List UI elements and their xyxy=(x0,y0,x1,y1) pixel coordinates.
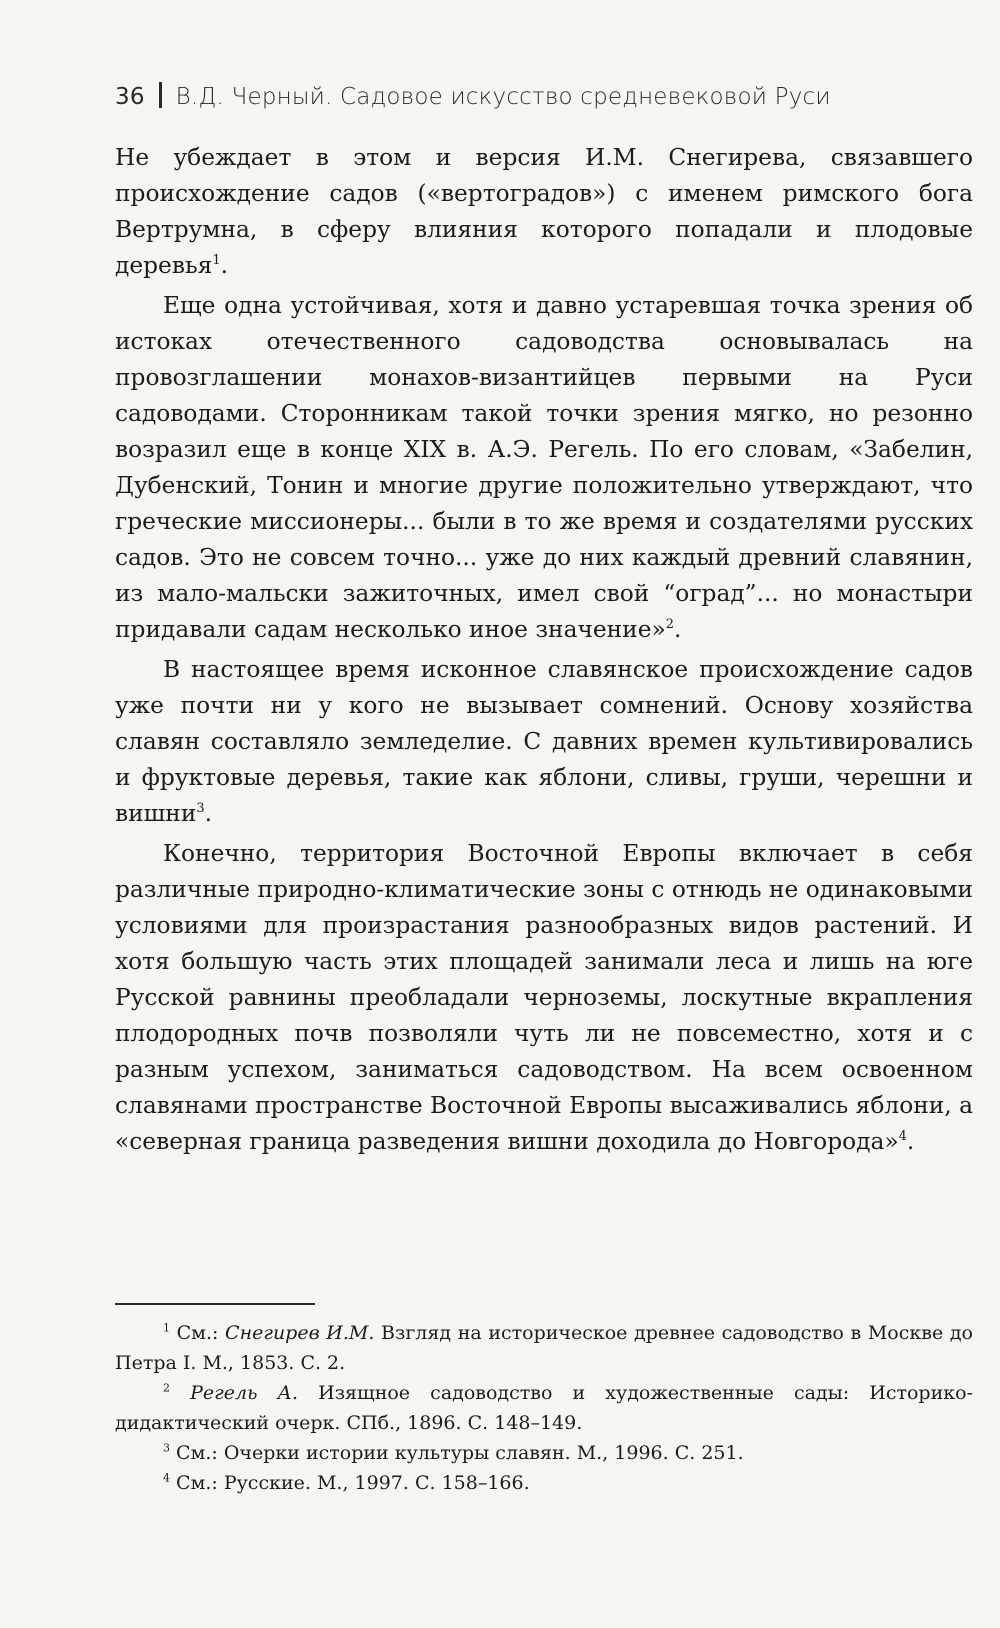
footnote-ref-4: 4 xyxy=(898,1129,907,1145)
running-header xyxy=(115,82,973,110)
paragraph-4: Конечно, территория Восточной Европы включает в себя различные природно-климатические зоны с отнюдь не одинаковыми условиями для произрастания разнообразных видов растений. И хотя большую часть этих площадей занимали леса и лишь на юге Русской равнины преобладали черноземы, лоскутные вкрапления плодородных почв позволяли чуть ли не повсеместно, хотя и с разным успехом, заниматься садоводством. На всем освоенном славянами пространстве Восточной Европы высаживались яблони, а «северная граница разведения вишни доходила до Новгорода»$^4$. xyxy=(115,840,973,1155)
footnote-ref-3: 3 xyxy=(196,801,205,817)
footnote-author: Регель А. xyxy=(190,1382,298,1404)
paragraph-2: Еще одна устойчивая, хотя и давно устаревшая точка зрения об истоках отечественного садоводства основывалась на провозглашении монахов-византийцев первыми на Руси садоводами. Сторонникам такой точки зрения мягко, но резонно возразил еще в конце XIX в. А.Э. Регель. По его словам, «Забелин, Дубенский, Тонин и многие другие положительно утверждают, что греческие миссионеры... были в то же время и создателями русских садов. Это не совсем точно... уже до них каждый древний славянин, из мало-мальски зажиточных, имел свой “оград”... но монастыри придавали садам несколько иное значение»$^2$. xyxy=(115,292,973,643)
paragraph-3: В настоящее время исконное славянское происхождение садов уже почти ни у кого не вызывает сомнений. Основу хозяйства славян составляло земледелие. С давних времен культивировались и фруктовые деревья, такие как яблони, сливы, груши, черешни и вишни$^3$. xyxy=(115,656,973,827)
footnotes xyxy=(115,1318,973,1498)
footnote-divider xyxy=(115,1303,315,1305)
footnote-3: $^3$ См.: Очерки истории культуры славян. М., 1996. С. 251. xyxy=(163,1441,744,1464)
paragraph-1: Не убеждает в этом и версия И.М. Снегирева, связавшего происхождение садов («вертоградов») с именем римского бога Вертрумна, в сферу влияния которого попадали и плодовые деревья$^1$. xyxy=(115,144,973,279)
page-number: 36 xyxy=(115,84,145,110)
footnote-1: $^1$ См.: Снегирев И.М. Взгляд на историческое древнее садоводство в Москве до Петра I. М., 1853. С. 2. xyxy=(115,1321,973,1374)
body-text xyxy=(115,140,973,1160)
footnote-author: Снегирев И.М. xyxy=(225,1322,375,1344)
footnote-4: $^4$ См.: Русские. М., 1997. С. 158–166. xyxy=(163,1471,530,1494)
footnote-ref-1: 1 xyxy=(212,253,221,269)
running-title: В.Д. Черный. Садовое искусство средневековой Руси xyxy=(175,84,831,110)
header-separator xyxy=(159,82,162,108)
footnote-2: $^2$ Регель А. Изящное садоводство и художественные сады: Историко-дидактический очерк. СПб., 1896. С. 148–149. xyxy=(115,1381,973,1434)
footnote-ref-2: 2 xyxy=(665,617,675,633)
